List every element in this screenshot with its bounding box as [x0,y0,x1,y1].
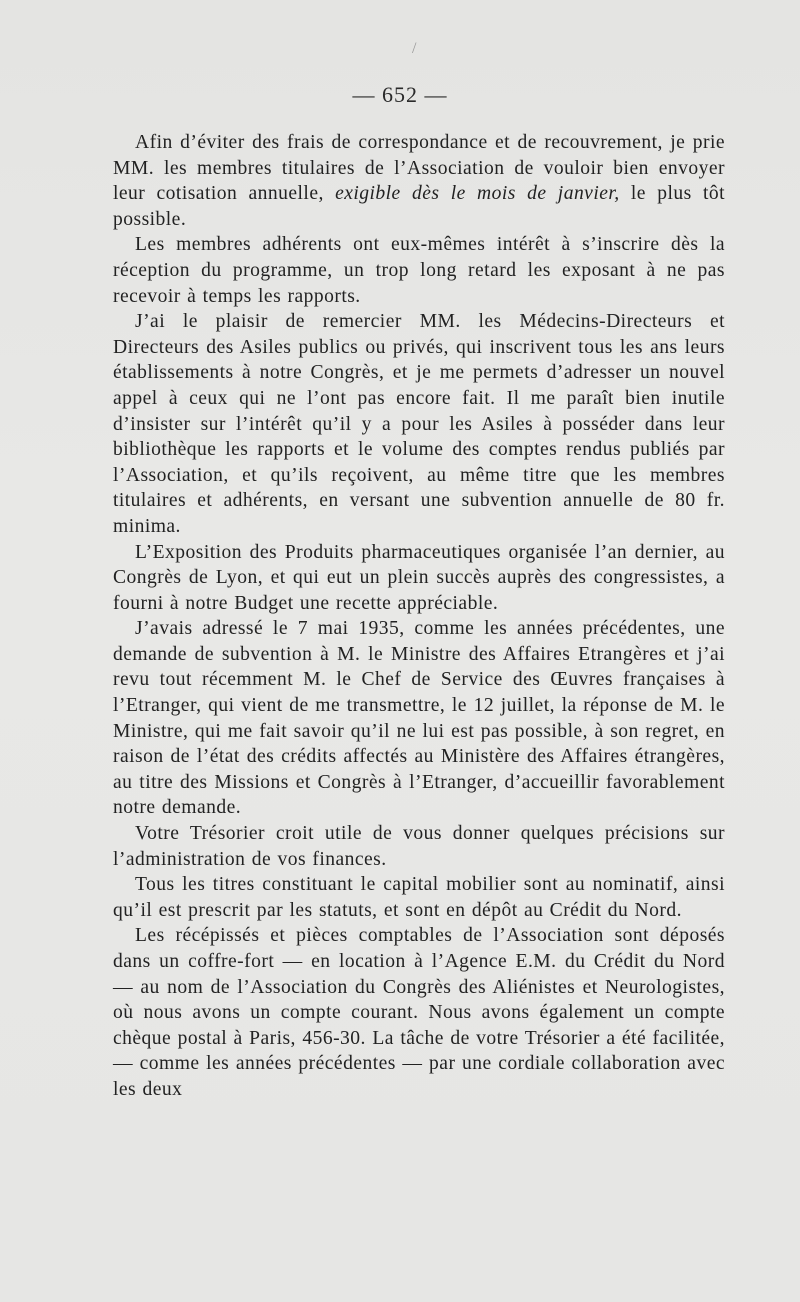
paragraph-cotisation [113,130,725,232]
paragraph-cotisation-text: Afin d’éviter des frais de correspondance et de recouvrement, je prie MM. les membres titulaires de l’Association de vouloir bien envoyer leur cotisation annuelle, [113,132,725,205]
paragraph-tresorier: Votre Trésorier croit utile de vous donner quelques précisions sur l’administration de vos finances. [113,823,725,870]
pencil-mark: / [412,40,417,57]
paragraph-titres: Tous les titres constituant le capital mobilier sont au nominatif, ainsi qu’il est prescrit par les statuts, et sont en dépôt au Crédit du Nord. [113,874,725,921]
paragraph-recepisses: Les récépissés et pièces comptables de l’Association sont déposés dans un coffre-fort — en location à l’Agence E.M. du Crédit du Nord — au nom de l’Association du Congrès des Aliénistes et Neurologistes, où nous avons un compte courant. Nous avons également un compte chèque postal à Paris, 456-30. La tâche de votre Trésorier a été facilitée, — comme les années précédentes — par une cordiale collaboration avec les deux [113,925,725,1100]
paragraph-cotisation-end: le plus tôt possible. [113,183,726,230]
paragraph-cotisation-emphasis: exigible dès le mois de janvier, [335,183,620,205]
paragraph-subvention: J’avais adressé le 7 mai 1935, comme les années précédentes, une demande de subvention à M. le Ministre des Affaires Etrangères et j’ai revu tout récemment M. le Chef de Service des Œuvres françaises à l’Etranger, qui vient de me transmettre, le 12 juillet, la réponse de M. le Ministre, qui me fait savoir qu’il ne lui est pas possible, à son regret, en raison de l’état des crédits affectés au Ministère des Affaires étrangères, au titre des Missions et Congrès à l’Etranger, d’accueillir favorablement notre demande. [113,618,725,819]
page-number: — 652 — [352,82,448,107]
paragraph-remerciements: J’ai le plaisir de remercier MM. les Médecins-Directeurs et Directeurs des Asiles publics ou privés, qui inscrivent tous les ans leurs établissements à notre Congrès, et je me permets d’adresser un nouvel appel à ceux qui ne l’ont pas encore fait. Il me paraît bien inutile d’insister sur l’intérêt qu’il y a pour les Asiles à posséder dans leur bibliothèque les rapports et le volume des comptes rendus publiés par l’Association, et qu’ils reçoivent, au même titre que les membres titulaires et adhérents, en versant une subvention annuelle de 80 fr. minima. [113,311,725,537]
paragraph-exposition: L’Exposition des Produits pharmaceutiques organisée l’an dernier, au Congrès de Lyon, et qui eut un plein succès auprès des congressistes, a fourni à notre Budget une recette appréciable. [113,541,725,614]
body-text [113,130,725,1103]
paragraph-adherents: Les membres adhérents ont eux-mêmes intérêt à s’inscrire dès la réception du programme, un trop long retard les exposant à ne pas recevoir à temps les rapports. [113,234,725,307]
